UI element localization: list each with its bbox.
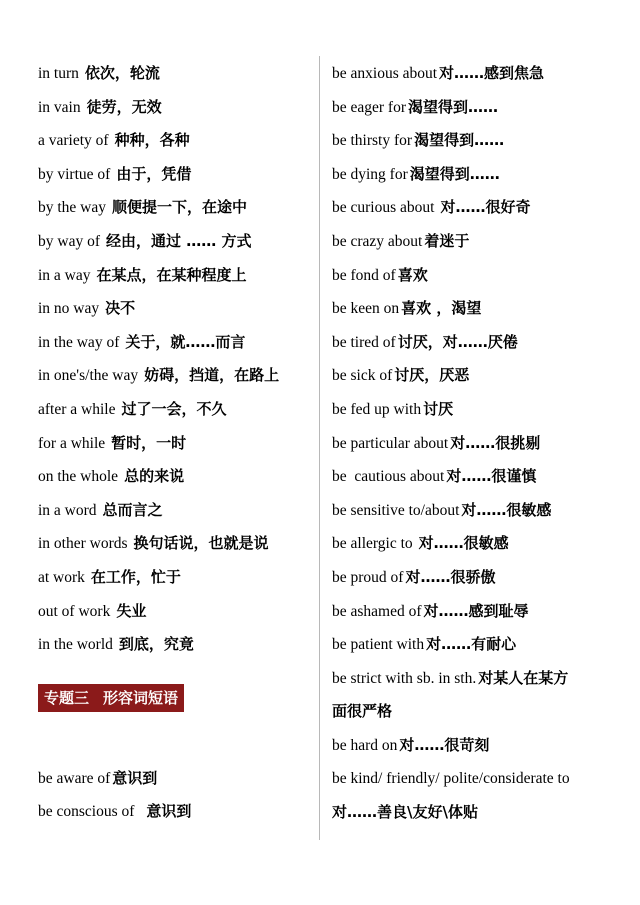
right-column: [332, 57, 632, 830]
phrase-en: by virtue of: [38, 165, 111, 183]
phrase-en: out of work: [38, 602, 111, 620]
phrase-row: [38, 460, 313, 494]
phrase-zh: 换句话说，也就是说: [133, 534, 269, 553]
phrase-row: [332, 359, 632, 393]
phrase-row-continued: [332, 695, 632, 729]
phrase-en: be sick of: [332, 367, 393, 385]
phrase-zh: 由于，凭借: [116, 164, 192, 183]
phrase-en: on the whole: [38, 468, 119, 486]
phrase-en: in no way: [38, 300, 100, 318]
phrase-zh: 渴望得到……: [414, 131, 505, 150]
phrase-row: [38, 628, 313, 662]
phrase-row: [38, 595, 313, 629]
phrase-row: [38, 393, 313, 427]
phrase-row: [38, 561, 313, 595]
phrase-zh: 对……很敏感: [461, 500, 552, 519]
phrase-en: be keen on: [332, 300, 400, 318]
phrase-en: be curious about: [332, 199, 435, 217]
phrase-row: [332, 494, 632, 528]
phrase-en: in other words: [38, 535, 128, 553]
phrase-row: [332, 91, 632, 125]
phrase-en: in the way of: [38, 333, 120, 351]
phrase-row: [38, 527, 313, 561]
phrase-en: be fed up with: [332, 400, 422, 418]
phrase-zh: 讨厌，对……厌倦: [397, 332, 518, 351]
phrase-row: [332, 292, 632, 326]
phrase-en: after a while: [38, 400, 116, 418]
phrase-row: [332, 729, 632, 763]
phrase-row: [38, 158, 313, 192]
phrase-zh: 对……有耐心: [426, 635, 517, 654]
phrase-zh: 喜欢: [397, 265, 428, 284]
phrase-en: be aware of: [38, 769, 111, 787]
phrase-zh: 顺便提一下，在途中: [112, 198, 248, 217]
phrase-row: [38, 292, 313, 326]
section-badge: [38, 684, 184, 712]
phrase-zh: 妨碍，挡道，在路上: [144, 366, 280, 385]
phrase-zh: 讨厌: [423, 399, 454, 418]
phrase-row: [332, 393, 632, 427]
phrase-row: [332, 762, 632, 796]
phrase-en: in the world: [38, 636, 113, 654]
phrase-row: [38, 259, 313, 293]
phrase-row-continued: [332, 796, 632, 830]
phrase-row: [38, 494, 313, 528]
phrase-zh: 经由，通过 …… 方式: [106, 231, 252, 250]
phrase-en: be thirsty for: [332, 132, 413, 150]
phrase-row: [38, 795, 313, 829]
phrase-zh: 渴望得到……: [408, 97, 499, 116]
phrase-en: be patient with: [332, 636, 425, 654]
phrase-zh: 对……很谨慎: [446, 467, 537, 486]
phrase-row: [38, 359, 313, 393]
phrase-en: a variety of: [38, 132, 109, 150]
phrase-en: in a word: [38, 501, 97, 519]
phrase-zh: 意识到: [146, 802, 192, 821]
section-number: 专题三: [44, 688, 90, 707]
phrase-zh: 对某人在某方: [478, 668, 569, 687]
phrase-row: [38, 225, 313, 259]
phrase-en: in vain: [38, 98, 81, 116]
phrase-zh: 对……善良\友好\体贴: [332, 803, 478, 822]
phrase-zh: 徒劳，无效: [86, 97, 162, 116]
phrase-zh: 对……很挑剔: [450, 433, 541, 452]
phrase-en: be ashamed of: [332, 602, 422, 620]
phrase-zh: 到底，究竟: [118, 635, 194, 654]
section-heading: [38, 662, 313, 729]
phrase-en: by the way: [38, 199, 107, 217]
phrase-row: [332, 57, 632, 91]
phrase-row: [332, 595, 632, 629]
phrase-row: [332, 225, 632, 259]
phrase-row: [38, 326, 313, 360]
phrase-row: [38, 427, 313, 461]
phrase-row: [332, 527, 632, 561]
phrase-row: [332, 326, 632, 360]
phrase-en: be fond of: [332, 266, 396, 284]
phrase-zh: 依次，轮流: [84, 64, 160, 82]
left-column: [38, 57, 313, 829]
phrase-row: [332, 191, 632, 225]
phrase-en: be eager for: [332, 98, 407, 116]
phrase-zh: 总而言之: [102, 500, 163, 519]
phrase-en: be hard on: [332, 736, 398, 754]
section-title: 形容词短语: [103, 688, 179, 707]
phrase-zh: 失业: [116, 601, 147, 620]
phrase-en: be conscious of: [38, 803, 135, 821]
phrase-zh: 对……感到耻辱: [423, 601, 529, 620]
phrase-row: [38, 57, 313, 91]
phrase-row: [332, 427, 632, 461]
phrase-en: be anxious about: [332, 65, 438, 82]
phrase-zh: 过了一会，不久: [121, 399, 227, 418]
phrase-row: [332, 124, 632, 158]
phrase-en: be particular about: [332, 434, 449, 452]
phrase-zh: 对……很苛刻: [399, 735, 490, 754]
phrase-en: be crazy about: [332, 232, 423, 250]
phrase-row: [332, 460, 632, 494]
phrase-en: be strict with sb. in sth.: [332, 669, 477, 687]
phrase-en: at work: [38, 568, 85, 586]
phrase-en: be tired of: [332, 333, 396, 351]
phrase-en: be allergic to: [332, 535, 413, 553]
phrase-row: [38, 91, 313, 125]
phrase-zh: 渴望得到……: [409, 164, 500, 183]
phrase-row: [38, 762, 313, 796]
phrase-row: [332, 259, 632, 293]
phrase-zh: 种种，各种: [114, 131, 190, 150]
phrase-zh: 着迷于: [424, 231, 470, 250]
phrase-zh: 决不: [105, 299, 136, 318]
column-divider: [319, 56, 320, 840]
phrase-en: be kind/ friendly/ polite/considerate to: [332, 770, 570, 788]
phrase-row: [332, 561, 632, 595]
phrase-row: [38, 124, 313, 158]
phrase-row: [332, 662, 632, 696]
phrase-row: [38, 191, 313, 225]
phrase-en: be cautious about: [332, 468, 445, 486]
phrase-zh: 在工作，忙于: [90, 567, 181, 586]
phrase-row: [332, 628, 632, 662]
phrase-en: be proud of: [332, 568, 404, 586]
phrase-zh: 关于，就……而言: [125, 332, 246, 351]
phrase-en: by way of: [38, 232, 100, 250]
phrase-zh: 对……很好奇: [440, 198, 531, 217]
phrase-en: be sensitive to/about: [332, 501, 460, 519]
phrase-en: in one's/the way: [38, 367, 139, 385]
phrase-zh: 喜欢 ，渴望: [401, 299, 482, 318]
phrase-en: in a way: [38, 266, 91, 284]
phrase-zh: 暂时，一时: [111, 433, 187, 452]
phrase-zh: 对……很敏感: [418, 534, 509, 553]
phrase-en: for a while: [38, 434, 106, 452]
phrase-en: in turn: [38, 65, 79, 82]
phrase-zh-continued: 面很严格: [332, 702, 393, 721]
phrase-zh: 对……很骄傲: [405, 567, 496, 586]
phrase-zh: 对……感到焦急: [439, 64, 545, 82]
phrase-zh: 总的来说: [124, 467, 185, 486]
phrase-zh: 讨厌，厌恶: [394, 366, 470, 385]
phrase-zh: 在某点，在某种程度上: [96, 265, 247, 284]
phrase-en: be dying for: [332, 165, 408, 183]
phrase-zh: 意识到: [112, 768, 158, 787]
phrase-row: [332, 158, 632, 192]
